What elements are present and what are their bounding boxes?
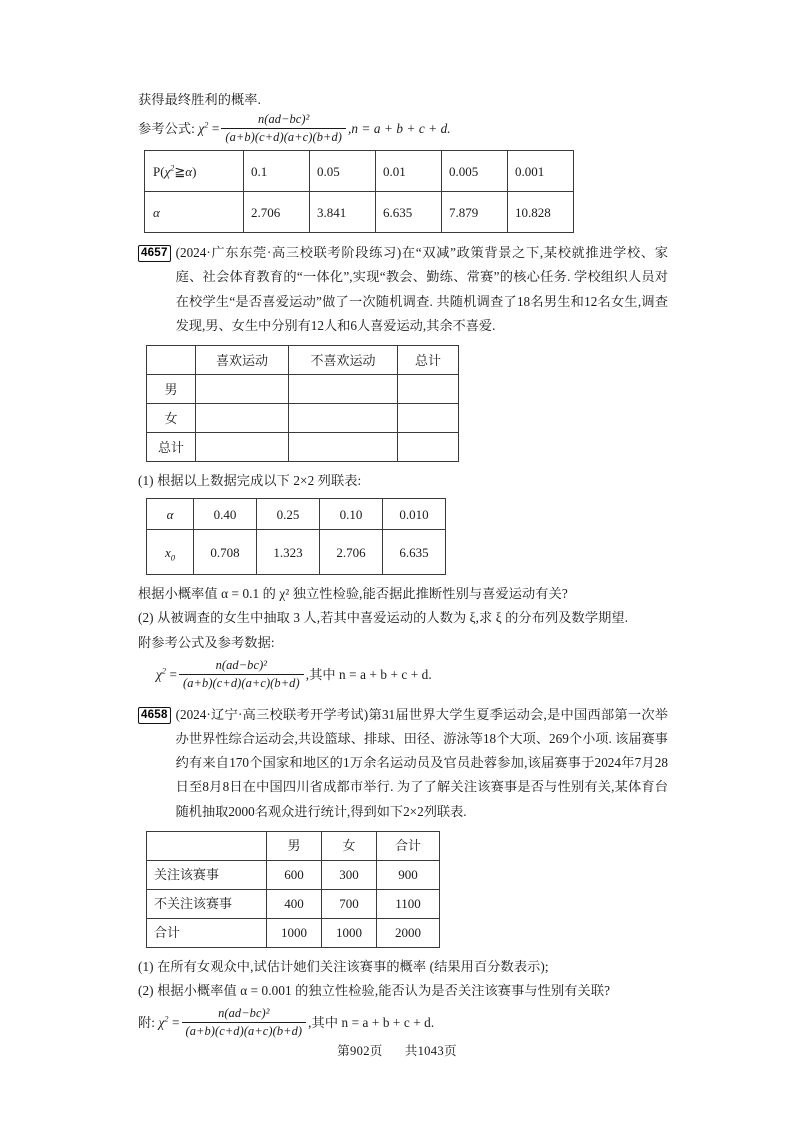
blank-cell[interactable] [398, 404, 459, 433]
table-row [147, 433, 459, 462]
problem-4657-sub2: (2) 从被调查的女生中抽取 3 人,若其中喜爱运动的人数为 ξ,求 ξ 的分布列及数学期望. [138, 610, 629, 626]
row-label-not-follows-event: 不关注该赛事 [147, 889, 267, 918]
row-label-total: 合计 [147, 918, 267, 947]
formula-denominator: (a+b)(c+d)(a+c)(b+d) [225, 130, 343, 145]
problem-4658-formula-line [138, 1006, 668, 1039]
problem-4657-formula-line [138, 658, 668, 691]
cell-alpha-1: 3.841 [310, 192, 376, 233]
data-cell: 1000 [267, 918, 322, 947]
header-male: 男 [267, 831, 322, 860]
cell-alpha-3: 0.010 [383, 499, 446, 530]
cell-alpha-0: 0.40 [194, 499, 257, 530]
chi-squared-symbol: $\chi^2$ [156, 666, 167, 682]
cell-alpha-4: 10.828 [508, 192, 574, 233]
cell-p-3: 0.005 [442, 151, 508, 192]
equals-sign: = [171, 1015, 180, 1031]
table-header-row [147, 831, 440, 860]
problem-4657-source: (2024·广东东莞·高三校联考阶段练习) [175, 245, 402, 261]
blank-cell[interactable] [196, 404, 289, 433]
table-row [147, 499, 446, 530]
row-label-x0: $x_0$ [147, 530, 194, 575]
cell-alpha-0: 2.706 [244, 192, 310, 233]
problem-4657-text [176, 241, 668, 338]
cell-x0-0: 0.708 [194, 530, 257, 575]
equals-sign: = [169, 666, 178, 682]
continuation-line: 获得最终胜利的概率. [138, 92, 261, 107]
table-row [147, 889, 440, 918]
problem-4658-sub2: (2) 根据小概率值 α = 0.001 的独立性检验,能否认为是否关注该赛事与性别有关联? [138, 983, 611, 999]
formula-denominator: (a+b)(c+d)(a+c)(b+d) [185, 1024, 303, 1039]
header-female: 女 [322, 831, 377, 860]
problem-4658 [138, 703, 668, 824]
formula-numerator: n(ad−bc)² [179, 658, 304, 675]
problem-4657-test-question: 根据小概率值 α = 0.1 的 χ² 独立性检验,能否据此推断性别与喜爱运动有关? [138, 586, 568, 602]
row-label-female: 女 [147, 404, 196, 433]
chi-squared-symbol: $\chi^2$ [198, 120, 209, 137]
blank-cell[interactable] [289, 404, 398, 433]
page-content [138, 88, 668, 1039]
row-label-male: 男 [147, 375, 196, 404]
cell-p-0: 0.1 [244, 151, 310, 192]
blank-cell[interactable] [289, 375, 398, 404]
formula-tail: ,n = a + b + c + d. [348, 121, 451, 137]
data-cell: 600 [267, 860, 322, 889]
data-cell: 900 [377, 860, 440, 889]
row-label-alpha: α [147, 499, 194, 530]
chi-critical-table-wrap [138, 150, 668, 233]
cell-alpha-3: 7.879 [442, 192, 508, 233]
blank-cell[interactable] [196, 375, 289, 404]
reference-formula-line-top [138, 112, 668, 145]
problem-4657-附-label: 附参考公式及参考数据: [138, 634, 275, 650]
footer-total-pages: 共1043页 [404, 1044, 457, 1058]
formula-numerator: n(ad−bc)² [221, 112, 346, 129]
table-row [147, 375, 459, 404]
formula-label: 附: [138, 1015, 156, 1031]
blank-cell[interactable] [289, 433, 398, 462]
table-row [147, 530, 446, 575]
chi-squared-fraction [179, 658, 304, 691]
blank-cell[interactable] [398, 433, 459, 462]
page-footer [0, 1040, 794, 1059]
data-cell: 1100 [377, 889, 440, 918]
equals-sign: = [211, 121, 220, 137]
corner-cell [147, 346, 196, 375]
cell-p-4: 0.001 [508, 151, 574, 192]
blank-cell[interactable] [398, 375, 459, 404]
cell-alpha-1: 0.25 [257, 499, 320, 530]
table-row [147, 860, 440, 889]
problem-4658-text [176, 703, 668, 824]
formula-denominator: (a+b)(c+d)(a+c)(b+d) [183, 675, 300, 690]
blank-cell[interactable] [196, 433, 289, 462]
header-dislikes-sport: 不喜欢运动 [289, 346, 398, 375]
chi-squared-fraction [182, 1006, 307, 1039]
problem-4658-sub1: (1) 在所有女观众中,试估计她们关注该赛事的概率 (结果用百分数表示); [138, 958, 549, 974]
games-contingency-table [146, 831, 440, 948]
formula-numerator: n(ad−bc)² [182, 1006, 307, 1023]
header-total: 总计 [398, 346, 459, 375]
footer-current-page: 第902页 [337, 1044, 383, 1058]
games-table-wrap [138, 831, 668, 948]
table-row [147, 918, 440, 947]
chi-squared-fraction [221, 112, 346, 145]
row-label-probability: $P(\chi^2≧\alpha)$ [145, 151, 244, 192]
reference-formula-label: 参考公式: [138, 121, 195, 137]
row-label-alpha: α [145, 192, 244, 233]
cell-alpha-2: 6.635 [376, 192, 442, 233]
header-likes-sport: 喜欢运动 [196, 346, 289, 375]
data-cell: 400 [267, 889, 322, 918]
row-label-follows-event: 关注该赛事 [147, 860, 267, 889]
header-total: 合计 [377, 831, 440, 860]
table-row [145, 151, 574, 192]
problem-4657 [138, 241, 668, 338]
problem-4657-sub1: (1) 根据以上数据完成以下 2×2 列联表: [138, 473, 362, 489]
cell-p-2: 0.01 [376, 151, 442, 192]
data-cell: 300 [322, 860, 377, 889]
table-row [147, 404, 459, 433]
table-header-row [147, 346, 459, 375]
cell-alpha-2: 0.10 [320, 499, 383, 530]
cell-x0-2: 2.706 [320, 530, 383, 575]
problem-4658-body: 第31届世界大学生夏季运动会,是中国西部第一次举办世界性综合运动会,共设篮球、排球、田径、游泳等18个大项、269个小项. 该届赛事约有来自170个国家和地区的1万余名运动员及官员赴蓉参加,该届赛事于2024年7月28日至8月8日在中国四川省成都市举行. 为了了解关注该赛事是否与性别有关,某体育台随机抽取2000名观众进行统计,得到如下2×2列联表. [175, 706, 668, 819]
formula-tail: ,其中 n = a + b + c + d. [305, 666, 432, 682]
sport-blank-table-wrap [138, 345, 668, 462]
problem-id-badge-4657: 4657 [138, 245, 171, 262]
alpha-x0-table-wrap [138, 498, 668, 575]
data-cell: 2000 [377, 918, 440, 947]
problem-4658-source: (2024·辽宁·高三校联考开学考试) [175, 706, 369, 722]
sport-contingency-blank-table [146, 345, 459, 462]
data-cell: 1000 [322, 918, 377, 947]
formula-tail: ,其中 n = a + b + c + d. [308, 1015, 435, 1031]
cell-x0-3: 6.635 [383, 530, 446, 575]
corner-cell [147, 831, 267, 860]
row-label-total: 总计 [147, 433, 196, 462]
data-cell: 700 [322, 889, 377, 918]
problem-id-badge-4658: 4658 [138, 707, 171, 724]
chi-square-critical-table [144, 150, 574, 233]
cell-p-1: 0.05 [310, 151, 376, 192]
alpha-x0-table [146, 498, 446, 575]
problem-4657-body: 在“双减”政策背景之下,某校就推进学校、家庭、社会体育教育的“一体化”,实现“教会、勤练、常赛”的核心任务. 学校组织人员对在校学生“是否喜爱运动”做了一次随机调查. 共随机调查了18名男生和12名女生,调查发现,男、女生中分别有12人和6人喜爱运动,其余不喜爱. [175, 245, 668, 333]
table-row [145, 192, 574, 233]
chi-squared-symbol: $\chi^2$ [158, 1014, 169, 1031]
cell-x0-1: 1.323 [257, 530, 320, 575]
